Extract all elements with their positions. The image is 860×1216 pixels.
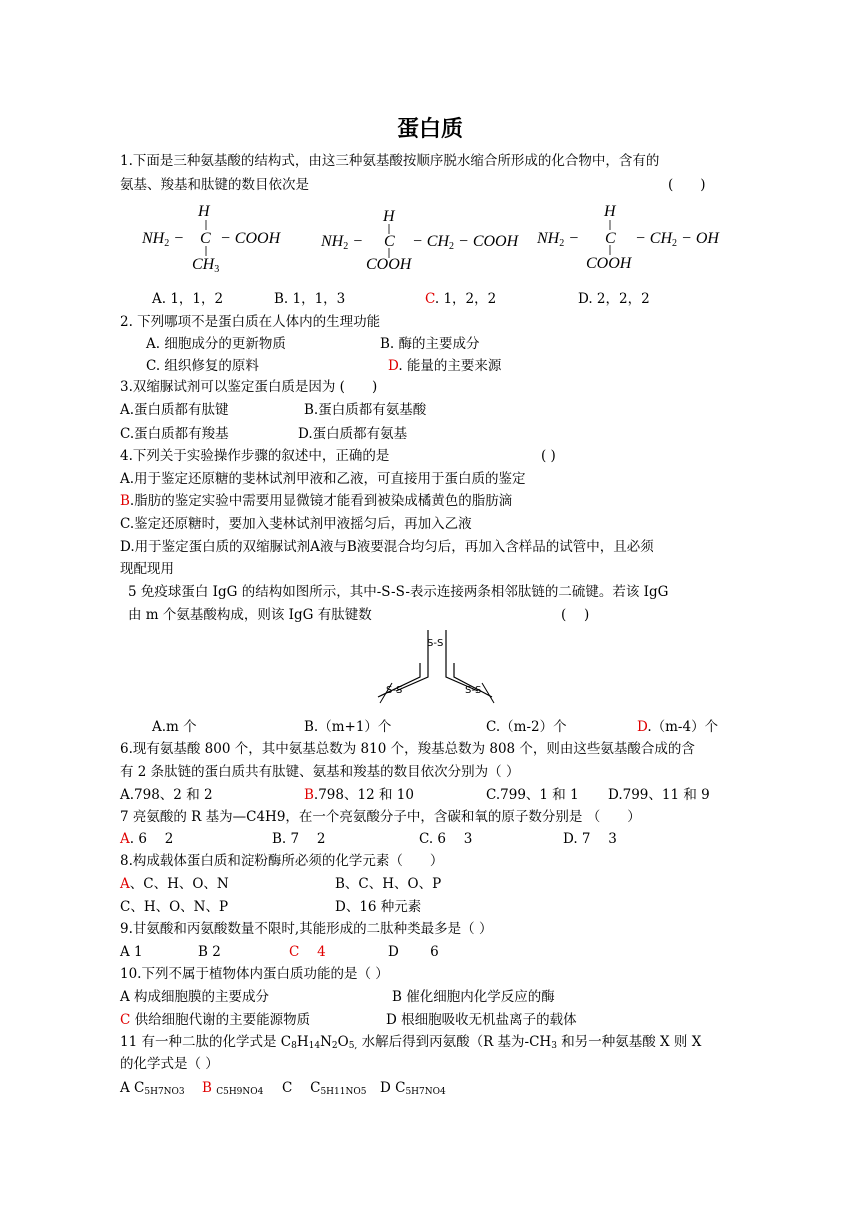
- q6-stem-line1: 6.现有氨基酸 800 个，其中氨基总数为 810 个，羧基总数为 808 个，则由这些氨基酸合成的含: [120, 741, 695, 757]
- s2-nh: NH: [321, 233, 344, 250]
- q11-option-d-text: D C: [380, 1080, 406, 1096]
- q2-option-a: A. 细胞成分的更新物质: [146, 336, 286, 352]
- s2-nh-sub: 2: [343, 241, 349, 252]
- s3-h: H: [604, 203, 616, 220]
- q4-option-b-text: .脂肪的鉴定实验中需要用显微镜才能看到被染成橘黄色的脂肪滴: [129, 493, 513, 509]
- q5-answer-paren: ( ): [561, 607, 590, 623]
- q6-option-c: C.799、1 和 1: [486, 787, 579, 803]
- q11-option-c-text: C C: [282, 1080, 321, 1096]
- q10-option-c-text: 供给细胞代谢的主要能源物质: [130, 1012, 311, 1028]
- q11-o: O: [337, 1034, 349, 1050]
- s3-nh-sub: 2: [559, 238, 565, 249]
- s2-h: H: [383, 208, 395, 225]
- s2-cooh-bottom: COOH: [366, 256, 412, 273]
- q1-option-c: [425, 290, 496, 308]
- q4-option-b-letter: B: [120, 493, 130, 509]
- q11-sub-5: 5,: [348, 1041, 358, 1051]
- s1-ch: CH: [192, 256, 215, 273]
- q5-option-a: A.m 个: [152, 719, 197, 735]
- q1-option-c-letter: C: [425, 291, 435, 307]
- q8-option-b: B、C、H、O、P: [335, 876, 442, 892]
- q7-stem: 7 亮氨酸的 R 基为—C4H9，在一个亮氨酸分子中，含碳和氧的原子数分别是 （ ）: [120, 809, 641, 825]
- s2-chain: − $CH_2$ − COOH: [412, 233, 519, 252]
- q9-option-c: C 4: [289, 944, 326, 960]
- s1-nh2: $NH_2$ −: [142, 230, 185, 249]
- q7-option-d: D. 7 3: [563, 831, 617, 847]
- q10-option-d: D 根细胞吸收无机盐离子的载体: [386, 1012, 577, 1028]
- q11-option-a-formula: 5H7NO3: [144, 1087, 185, 1097]
- q11-text-c: 和另一种氨基酸 X 则 X: [556, 1034, 702, 1050]
- q8-option-a-letter: A: [120, 876, 130, 892]
- q11-option-c-formula: 5H11NO5: [320, 1087, 367, 1097]
- s3-c: C: [605, 230, 616, 247]
- q11-option-a-text: A C: [120, 1080, 145, 1096]
- q2-stem: 2. 下列哪项不是蛋白质在人体内的生理功能: [120, 314, 381, 330]
- q4-option-d-line2: 现配现用: [120, 561, 174, 577]
- q6-option-b-text: .798、12 和 10: [313, 787, 414, 803]
- s1-cooh: − COOH: [220, 230, 281, 247]
- q11-option-b-letter: B: [202, 1080, 212, 1096]
- q11-option-b-formula: C5H9NO4: [216, 1087, 264, 1097]
- igg-ss-top: S-S: [427, 638, 444, 649]
- q8-option-a: [120, 875, 229, 893]
- s1-cooh-text: COOH: [234, 230, 281, 247]
- q1-option-d: D. 2，2，2: [578, 291, 650, 307]
- q9-stem: 9.甘氨酸和丙氨酸数量不限时,其能形成的二肽种类最多是（ ）: [120, 921, 493, 937]
- s3-ch: CH: [649, 230, 673, 247]
- q7-option-a: [120, 830, 173, 848]
- q7-option-c: C. 6 3: [419, 831, 473, 847]
- q9-option-b: B 2: [198, 944, 221, 960]
- q7-option-a-text: . 6 2: [129, 831, 174, 847]
- s1-nh-sub: 2: [164, 238, 170, 249]
- q5-stem-line1: 5 免疫球蛋白 IgG 的结构如图所示，其中-S-S-表示连接两条相邻肽链的二硫键。若该 IgG: [128, 584, 669, 600]
- s3-nh: NH: [537, 230, 560, 247]
- q6-option-a: A.798、2 和 2: [120, 787, 213, 803]
- q11-sub-8: 8: [291, 1041, 297, 1051]
- q1-option-c-text: . 1，2，2: [434, 291, 497, 307]
- q6-option-b: [304, 786, 414, 804]
- q4-option-d-line1: D.用于鉴定蛋白质的双缩脲试剂A液与B液要混合均匀后，再加入含样品的试管中，且必须: [120, 539, 654, 555]
- q6-option-b-letter: B: [304, 787, 314, 803]
- q2-option-d-text: . 能量的主要来源: [398, 358, 502, 374]
- q7-option-b: B. 7 2: [272, 831, 326, 847]
- q11-n: N: [320, 1034, 332, 1050]
- q1-stem-line2: 氨基、羧基和肽键的数目依次是: [120, 177, 309, 193]
- q3-option-d: D.蛋白质都有氨基: [298, 426, 408, 442]
- q11-stem-line2: 的化学式是（ ）: [120, 1056, 219, 1072]
- s2-nh2: $NH_2$ −: [321, 233, 364, 252]
- q11-sub-14: 14: [308, 1041, 321, 1051]
- q7-option-a-letter: A: [120, 831, 130, 847]
- q11-sub-3: 3: [551, 1041, 557, 1051]
- q10-option-a: A 构成细胞膜的主要成分: [120, 989, 270, 1005]
- q1-option-a: A. 1，1，2: [152, 291, 224, 307]
- q11-text-b: 水解后得到丙氨酸（R 基为-CH: [357, 1034, 552, 1050]
- s2-bonds: [386, 222, 392, 260]
- q11-h: H: [296, 1034, 309, 1050]
- s3-cooh-bottom: COOH: [586, 255, 632, 272]
- s3-nh2: $NH_2$ −: [537, 230, 580, 249]
- s1-ch-sub: 3: [214, 264, 220, 275]
- q9-option-d: D 6: [388, 944, 439, 960]
- q2-option-c: C. 组织修复的原料: [146, 358, 259, 374]
- s2-cooh-right: COOH: [472, 233, 519, 250]
- s2-ch: CH: [426, 233, 450, 250]
- q4-answer-paren: ( ): [541, 448, 556, 464]
- q3-option-a: A.蛋白质都有肽键: [120, 402, 229, 418]
- q11-option-d-formula: 5H7NO4: [405, 1087, 446, 1097]
- q11-option-a: [120, 1079, 185, 1101]
- q10-option-c: [120, 1011, 310, 1029]
- s3-oh: OH: [695, 230, 719, 247]
- q3-stem: 3.双缩脲试剂可以鉴定蛋白质是因为 ( ): [120, 379, 378, 395]
- q5-stem-line2: 由 m 个氨基酸构成，则该 IgG 有肽键数: [128, 607, 372, 623]
- s3-bonds: [607, 218, 613, 258]
- q3-option-b: B.蛋白质都有氨基酸: [304, 402, 427, 418]
- q4-stem: 4.下列关于实验操作步骤的叙述中，正确的是: [120, 448, 390, 464]
- q6-option-d: D.799、11 和 9: [608, 787, 710, 803]
- s1-bonds: [203, 218, 209, 258]
- q5-option-d-text: .（m-4）个: [647, 719, 719, 735]
- q2-option-d-letter: D: [388, 358, 399, 374]
- q1-stem-line1: 1.下面是三种氨基酸的结构式，由这三种氨基酸按顺序脱水缩合所形成的化合物中，含有的: [120, 153, 660, 169]
- q5-option-b: B.（m+1）个: [304, 719, 392, 735]
- igg-ss-right: S-S: [465, 685, 482, 696]
- q11-option-d: [380, 1079, 446, 1101]
- q5-option-d: [637, 718, 718, 736]
- s1-nh: NH: [142, 230, 165, 247]
- q10-option-c-letter: C: [120, 1012, 131, 1028]
- q11-stem-line1: [120, 1033, 701, 1055]
- s1-ch3: [192, 256, 219, 275]
- q10-option-b: B 催化细胞内化学反应的酶: [392, 989, 555, 1005]
- s3-chain: − $CH_2$ − OH: [635, 230, 719, 249]
- q4-option-c: C.鉴定还原糖时，要加入斐林试剂甲液摇匀后，再加入乙液: [120, 516, 472, 532]
- s1-h: H: [198, 203, 210, 220]
- q4-option-b: [120, 492, 512, 510]
- q3-option-c: C.蛋白质都有羧基: [120, 426, 229, 442]
- s2-ch-sub: 2: [449, 241, 455, 252]
- q2-option-d: [388, 357, 501, 375]
- q8-option-d: D、16 种元素: [335, 899, 422, 915]
- q10-stem: 10.下列不属于植物体内蛋白质功能的是（ ）: [120, 966, 389, 982]
- q9-option-a: A 1: [120, 944, 143, 960]
- q5-option-c: C.（m-2）个: [486, 719, 567, 735]
- q8-option-c: C、H、O、N、P: [120, 899, 229, 915]
- s1-c: C: [200, 230, 211, 247]
- page-title: 蛋白质: [396, 117, 463, 142]
- q1-option-b: B. 1，1，3: [274, 291, 346, 307]
- q8-option-a-text: 、C、H、O、N: [129, 876, 229, 892]
- s2-c: C: [384, 233, 395, 250]
- q4-option-a: A.用于鉴定还原糖的斐林试剂甲液和乙液，可直接用于蛋白质的鉴定: [120, 471, 526, 487]
- q5-option-d-letter: D: [637, 719, 648, 735]
- igg-ss-left: S-S: [386, 685, 403, 696]
- q11-option-b: [202, 1079, 263, 1101]
- q2-option-b: B. 酶的主要成分: [380, 336, 480, 352]
- q11-sub-2: 2: [331, 1041, 338, 1051]
- q11-text-a: 11 有一种二肽的化学式是 C: [120, 1034, 292, 1050]
- s3-ch-sub: 2: [672, 238, 678, 249]
- q6-stem-line2: 有 2 条肽链的蛋白质共有肽键、氨基和羧基的数目依次分别为（ ）: [120, 764, 520, 780]
- q8-stem: 8.构成载体蛋白质和淀粉酶所必须的化学元素（ ）: [120, 853, 444, 869]
- q11-option-c: [282, 1079, 366, 1101]
- q1-answer-paren: ( ): [668, 177, 706, 193]
